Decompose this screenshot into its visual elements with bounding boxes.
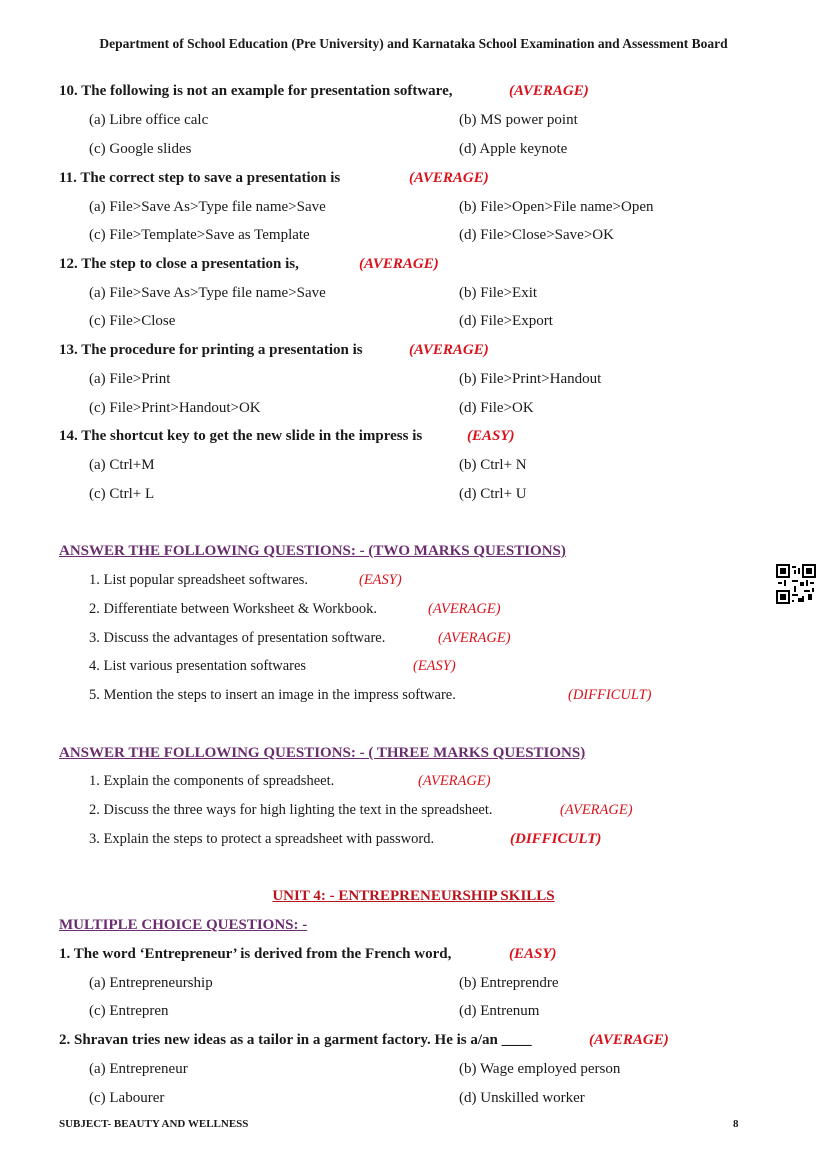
list-item: 1. List popular spreadsheet softwares. [89, 572, 309, 588]
option-b: (b) File>Exit [459, 285, 538, 301]
option-a: (a) Entrepreneurship [89, 975, 213, 991]
question-11: 11. The correct step to save a presentation is [59, 170, 341, 186]
difficulty-tag: (DIFFICULT) [568, 687, 652, 703]
list-item: 2. Discuss the three ways for high lighting the text in the spreadsheet. [89, 802, 493, 818]
option-b: (b) File>Print>Handout [459, 371, 602, 387]
difficulty-tag: (AVERAGE) [560, 802, 633, 818]
difficulty-tag: (AVERAGE) [438, 630, 511, 646]
option-a: (a) Libre office calc [89, 112, 209, 128]
three-marks-heading: ANSWER THE FOLLOWING QUESTIONS: - ( THREE MARKS QUESTIONS) [59, 745, 586, 761]
list-item: 3. Discuss the advantages of presentation software. [89, 630, 386, 646]
option-d: (d) File>Close>Save>OK [459, 227, 614, 243]
option-b: (b) Entreprendre [459, 975, 559, 991]
option-d: (d) Ctrl+ U [459, 486, 527, 502]
option-b: (b) File>Open>File name>Open [459, 199, 654, 215]
option-d: (d) Entrenum [459, 1003, 540, 1019]
question-12: 12. The step to close a presentation is, [59, 256, 299, 272]
list-item: 5. Mention the steps to insert an image in the impress software. [89, 687, 456, 703]
option-d: (d) File>Export [459, 313, 553, 329]
difficulty-tag: (AVERAGE) [359, 256, 439, 272]
option-c: (c) File>Close [89, 313, 176, 329]
option-b: (b) MS power point [459, 112, 578, 128]
mcq-heading: MULTIPLE CHOICE QUESTIONS: - [59, 917, 308, 933]
difficulty-tag: (DIFFICULT) [510, 831, 602, 847]
option-a: (a) File>Save As>Type file name>Save [89, 285, 326, 301]
qr-code-icon [776, 564, 816, 604]
difficulty-tag: (EASY) [359, 572, 402, 588]
list-item: 4. List various presentation softwares [89, 658, 307, 674]
option-c: (c) Entrepren [89, 1003, 169, 1019]
question-2: 2. Shravan tries new ideas as a tailor in a garment factory. He is a/an ____ [59, 1032, 532, 1048]
option-c: (c) Ctrl+ L [89, 486, 155, 502]
list-item: 1. Explain the components of spreadsheet. [89, 773, 335, 789]
difficulty-tag: (AVERAGE) [409, 342, 489, 358]
question-1: 1. The word ‘Entrepreneur’ is derived from the French word, [59, 946, 452, 962]
option-d: (d) Unskilled worker [459, 1090, 585, 1106]
option-b: (b) Ctrl+ N [459, 457, 527, 473]
option-d: (d) Apple keynote [459, 141, 568, 157]
question-14: 14. The shortcut key to get the new slide in the impress is [59, 428, 423, 444]
option-a: (a) File>Print [89, 371, 171, 387]
option-c: (c) Google slides [89, 141, 192, 157]
two-marks-heading: ANSWER THE FOLLOWING QUESTIONS: - (TWO MARKS QUESTIONS) [59, 543, 566, 559]
difficulty-tag: (EASY) [509, 946, 557, 962]
difficulty-tag: (EASY) [413, 658, 456, 674]
option-d: (d) File>OK [459, 400, 534, 416]
page-header: Department of School Education (Pre University) and Karnataka School Examination and Assessment Board [99, 36, 728, 51]
footer-subject: SUBJECT- BEAUTY AND WELLNESS [59, 1118, 249, 1130]
page-number: 8 [733, 1118, 739, 1130]
difficulty-tag: (AVERAGE) [409, 170, 489, 186]
option-a: (a) Entrepreneur [89, 1061, 188, 1077]
difficulty-tag: (AVERAGE) [428, 601, 501, 617]
difficulty-tag: (AVERAGE) [509, 83, 589, 99]
list-item: 2. Differentiate between Worksheet & Workbook. [89, 601, 377, 617]
question-10: 10. The following is not an example for presentation software, [59, 83, 453, 99]
difficulty-tag: (AVERAGE) [589, 1032, 669, 1048]
list-item: 3. Explain the steps to protect a spreadsheet with password. [89, 831, 435, 847]
option-c: (c) File>Template>Save as Template [89, 227, 310, 243]
difficulty-tag: (EASY) [467, 428, 515, 444]
difficulty-tag: (AVERAGE) [418, 773, 491, 789]
option-a: (a) File>Save As>Type file name>Save [89, 199, 326, 215]
option-c: (c) File>Print>Handout>OK [89, 400, 261, 416]
option-b: (b) Wage employed person [459, 1061, 621, 1077]
option-a: (a) Ctrl+M [89, 457, 155, 473]
question-13: 13. The procedure for printing a presentation is [59, 342, 363, 358]
unit-title: UNIT 4: - ENTREPRENEURSHIP SKILLS [272, 888, 555, 904]
option-c: (c) Labourer [89, 1090, 165, 1106]
